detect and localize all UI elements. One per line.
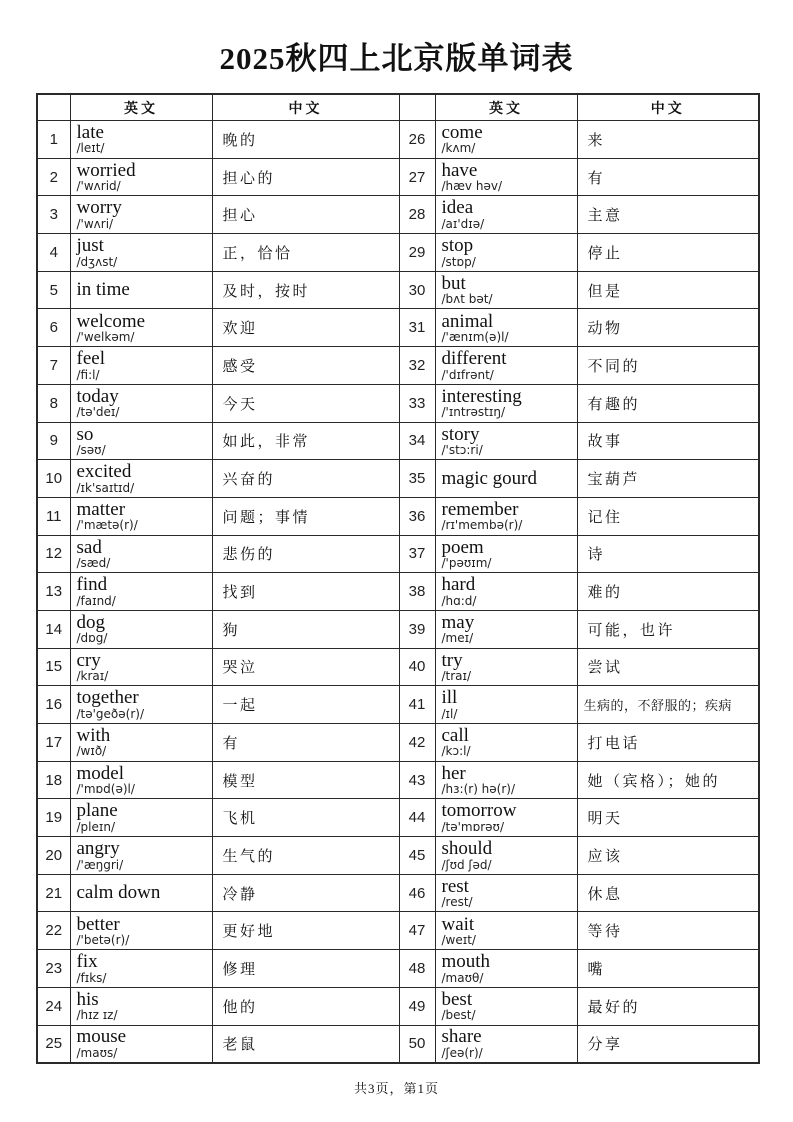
english-word: feel <box>76 348 105 370</box>
english-word: so <box>76 423 94 445</box>
english-word: magic gourd <box>441 467 538 489</box>
row-number: 32 <box>399 347 435 385</box>
header-chinese-right: 中文 <box>577 94 759 121</box>
table-row <box>37 610 759 648</box>
phonetic: /hɪz ɪz/ <box>76 1008 118 1023</box>
phonetic: /rest/ <box>441 895 473 910</box>
english-cell <box>70 837 212 875</box>
phonetic: /hɑ:d/ <box>441 593 477 608</box>
table-row <box>37 384 759 422</box>
header-chinese-left: 中文 <box>212 94 399 121</box>
phonetic: /'ɪntrəstɪŋ/ <box>441 405 505 420</box>
chinese-meaning: 兴奋的 <box>212 460 399 498</box>
chinese-meaning: 一起 <box>212 686 399 724</box>
chinese-meaning: 宝葫芦 <box>577 460 759 498</box>
phonetic: /'dɪfrənt/ <box>441 367 494 382</box>
chinese-meaning: 老鼠 <box>212 1025 399 1063</box>
table-row <box>37 196 759 234</box>
english-cell <box>70 912 212 950</box>
chinese-meaning: 她（宾格）；她的 <box>577 761 759 799</box>
phonetic: /meɪ/ <box>441 631 474 646</box>
chinese-meaning: 记住 <box>577 497 759 535</box>
english-cell <box>70 422 212 460</box>
english-word: should <box>441 838 493 860</box>
row-number: 26 <box>399 121 435 159</box>
phonetic: /ɪl/ <box>441 706 458 721</box>
english-word: mouth <box>441 951 491 973</box>
phonetic: /'wʌrid/ <box>76 179 121 194</box>
english-cell <box>435 234 577 272</box>
chinese-meaning: 明天 <box>577 799 759 837</box>
english-word: model <box>76 762 124 784</box>
phonetic: /'æŋgri/ <box>76 857 124 872</box>
table-row <box>37 422 759 460</box>
header-english-right: 英文 <box>435 94 577 121</box>
english-word: call <box>441 725 469 747</box>
row-number: 46 <box>399 874 435 912</box>
english-cell <box>435 121 577 159</box>
english-cell <box>435 648 577 686</box>
table-row <box>37 573 759 611</box>
phonetic: /'mætə(r)/ <box>76 518 138 533</box>
chinese-meaning: 等待 <box>577 912 759 950</box>
english-cell <box>435 309 577 347</box>
phonetic: /tə'deɪ/ <box>76 405 120 420</box>
row-number: 40 <box>399 648 435 686</box>
row-number: 50 <box>399 1025 435 1063</box>
page-title: 2025秋四上北京版单词表 <box>219 41 574 76</box>
phonetic: /rɪ'membə(r)/ <box>441 518 523 533</box>
phonetic: /wɪð/ <box>76 744 107 759</box>
chinese-meaning: 分享 <box>577 1025 759 1063</box>
table-row <box>37 648 759 686</box>
chinese-meaning: 冷静 <box>212 874 399 912</box>
chinese-meaning: 故事 <box>577 422 759 460</box>
chinese-meaning: 悲伤的 <box>212 535 399 573</box>
chinese-meaning: 模型 <box>212 761 399 799</box>
row-number: 29 <box>399 234 435 272</box>
english-word: tomorrow <box>441 800 517 822</box>
phonetic: /ɪk'saɪtɪd/ <box>76 480 135 495</box>
row-number: 41 <box>399 686 435 724</box>
row-number: 18 <box>37 761 70 799</box>
english-word: with <box>76 725 111 747</box>
phonetic: /sæd/ <box>76 556 111 570</box>
table-row <box>37 1025 759 1063</box>
english-word: her <box>441 762 466 784</box>
english-word: dog <box>76 612 105 633</box>
table-row <box>37 460 759 498</box>
english-word: rest <box>441 875 469 897</box>
english-word: idea <box>441 197 474 219</box>
chinese-meaning: 更好地 <box>212 912 399 950</box>
phonetic: /ʃʊd ʃəd/ <box>441 857 492 872</box>
english-word: fix <box>76 951 98 973</box>
phonetic: /maʊθ/ <box>441 970 484 985</box>
chinese-meaning: 担心 <box>212 196 399 234</box>
english-cell <box>435 610 577 648</box>
table-row <box>37 987 759 1025</box>
english-word: try <box>441 649 463 671</box>
english-cell <box>435 497 577 535</box>
english-word: worried <box>76 159 136 181</box>
row-number: 37 <box>399 535 435 573</box>
english-word: better <box>76 913 120 935</box>
chinese-meaning: 休息 <box>577 874 759 912</box>
phonetic: /'welkəm/ <box>76 329 135 344</box>
english-word: interesting <box>441 385 522 407</box>
english-cell <box>435 837 577 875</box>
phonetic: /traɪ/ <box>441 669 472 684</box>
phonetic: /'betə(r)/ <box>76 932 130 947</box>
row-number: 38 <box>399 573 435 611</box>
english-word: sad <box>76 536 102 558</box>
chinese-meaning: 应该 <box>577 837 759 875</box>
phonetic: /'pəʊɪm/ <box>441 556 492 570</box>
english-word: matter <box>76 498 126 520</box>
phonetic: /dʒʌst/ <box>76 254 118 269</box>
english-cell <box>435 158 577 196</box>
english-word: cry <box>76 649 101 671</box>
english-cell <box>70 196 212 234</box>
english-cell <box>70 573 212 611</box>
english-cell <box>70 309 212 347</box>
row-number: 11 <box>37 497 70 535</box>
english-word: ill <box>441 687 458 709</box>
english-cell <box>70 347 212 385</box>
row-number: 43 <box>399 761 435 799</box>
english-cell <box>435 573 577 611</box>
row-number: 7 <box>37 347 70 385</box>
english-cell <box>70 686 212 724</box>
phonetic: /maʊs/ <box>76 1045 118 1060</box>
english-word: calm down <box>76 882 161 904</box>
english-cell <box>70 950 212 988</box>
english-cell <box>435 799 577 837</box>
table-row <box>37 837 759 875</box>
english-cell <box>70 799 212 837</box>
chinese-meaning: 狗 <box>212 610 399 648</box>
chinese-meaning: 主意 <box>577 196 759 234</box>
english-word: stop <box>441 235 474 257</box>
english-word: angry <box>76 838 120 860</box>
english-cell <box>435 912 577 950</box>
row-number: 14 <box>37 610 70 648</box>
row-number: 21 <box>37 874 70 912</box>
chinese-meaning: 不同的 <box>577 347 759 385</box>
header-row <box>37 94 759 121</box>
row-number: 27 <box>399 158 435 196</box>
row-number: 45 <box>399 837 435 875</box>
phonetic: /aɪ'dɪə/ <box>441 216 485 231</box>
table-row <box>37 234 759 272</box>
table-row <box>37 686 759 724</box>
english-word: welcome <box>76 310 146 332</box>
row-number: 6 <box>37 309 70 347</box>
english-word: late <box>76 122 104 144</box>
phonetic: /fi:l/ <box>76 367 100 382</box>
row-number: 48 <box>399 950 435 988</box>
chinese-meaning: 感受 <box>212 347 399 385</box>
chinese-meaning: 动物 <box>577 309 759 347</box>
phonetic: /dɒg/ <box>76 631 108 646</box>
english-word: plane <box>76 800 118 822</box>
table-row <box>37 347 759 385</box>
phonetic: /leɪt/ <box>76 141 105 156</box>
row-number: 8 <box>37 384 70 422</box>
chinese-meaning: 有趣的 <box>577 384 759 422</box>
row-number: 47 <box>399 912 435 950</box>
row-number: 2 <box>37 158 70 196</box>
english-cell <box>70 874 212 912</box>
row-number: 31 <box>399 309 435 347</box>
english-cell <box>435 347 577 385</box>
chinese-meaning: 打电话 <box>577 724 759 762</box>
english-word: come <box>441 122 483 144</box>
table-row <box>37 271 759 309</box>
chinese-meaning: 问题；事情 <box>212 497 399 535</box>
phonetic: /ʃeə(r)/ <box>441 1045 483 1060</box>
chinese-meaning: 最好的 <box>577 987 759 1025</box>
chinese-meaning: 难的 <box>577 573 759 611</box>
english-cell <box>435 761 577 799</box>
english-word: wait <box>441 913 475 935</box>
table-row <box>37 950 759 988</box>
row-number: 49 <box>399 987 435 1025</box>
english-word: excited <box>76 461 132 483</box>
chinese-meaning: 生病的，不舒服的；疾病 <box>577 686 759 724</box>
row-number: 42 <box>399 724 435 762</box>
chinese-meaning: 晚的 <box>212 121 399 159</box>
english-word: remember <box>441 498 519 520</box>
corner-cell-right <box>399 94 435 121</box>
row-number: 23 <box>37 950 70 988</box>
english-cell <box>435 460 577 498</box>
english-cell <box>70 648 212 686</box>
table-row <box>37 497 759 535</box>
english-word: but <box>441 272 466 294</box>
row-number: 15 <box>37 648 70 686</box>
phonetic: /kʌm/ <box>441 141 476 156</box>
row-number: 4 <box>37 234 70 272</box>
phonetic: /pleɪn/ <box>76 819 115 834</box>
table-row <box>37 724 759 762</box>
row-number: 24 <box>37 987 70 1025</box>
english-cell <box>435 535 577 573</box>
english-cell <box>70 234 212 272</box>
phonetic: /stɒp/ <box>441 254 476 269</box>
english-word: best <box>441 988 473 1010</box>
table-row <box>37 158 759 196</box>
row-number: 17 <box>37 724 70 762</box>
page-footer: 共3页，第1页 <box>353 1081 439 1096</box>
row-number: 10 <box>37 460 70 498</box>
row-number: 9 <box>37 422 70 460</box>
table-row <box>37 799 759 837</box>
english-word: his <box>76 988 99 1010</box>
english-cell <box>70 384 212 422</box>
english-word: poem <box>441 536 484 558</box>
english-cell <box>70 987 212 1025</box>
english-cell <box>70 460 212 498</box>
header-english-left: 英文 <box>70 94 212 121</box>
phonetic: /hæv həv/ <box>441 179 502 194</box>
english-cell <box>70 610 212 648</box>
english-cell <box>70 497 212 535</box>
row-number: 35 <box>399 460 435 498</box>
english-cell <box>435 686 577 724</box>
chinese-meaning: 来 <box>577 121 759 159</box>
row-number: 20 <box>37 837 70 875</box>
vocab-table-body <box>37 121 759 1063</box>
chinese-meaning: 哭泣 <box>212 648 399 686</box>
row-number: 28 <box>399 196 435 234</box>
phonetic: /best/ <box>441 1008 476 1023</box>
chinese-meaning: 尝试 <box>577 648 759 686</box>
chinese-meaning: 有 <box>577 158 759 196</box>
chinese-meaning: 嘴 <box>577 950 759 988</box>
english-cell <box>435 422 577 460</box>
table-row <box>37 874 759 912</box>
english-cell <box>435 987 577 1025</box>
phonetic: /weɪt/ <box>441 932 476 947</box>
phonetic: /tə'geðə(r)/ <box>76 706 144 721</box>
vocab-table <box>36 93 760 1064</box>
row-number: 30 <box>399 271 435 309</box>
english-cell <box>70 1025 212 1063</box>
phonetic: /'stɔ:ri/ <box>441 442 483 457</box>
row-number: 1 <box>37 121 70 159</box>
chinese-meaning: 正，恰恰 <box>212 234 399 272</box>
row-number: 19 <box>37 799 70 837</box>
chinese-meaning: 今天 <box>212 384 399 422</box>
row-number: 34 <box>399 422 435 460</box>
chinese-meaning: 但是 <box>577 271 759 309</box>
english-word: just <box>76 235 104 257</box>
table-row <box>37 309 759 347</box>
table-row <box>37 535 759 573</box>
chinese-meaning: 修理 <box>212 950 399 988</box>
phonetic: /'ænɪm(ə)l/ <box>441 329 509 344</box>
chinese-meaning: 他的 <box>212 987 399 1025</box>
english-word: in time <box>76 279 130 301</box>
english-word: hard <box>441 574 476 596</box>
english-cell <box>435 950 577 988</box>
english-word: share <box>441 1026 482 1048</box>
chinese-meaning: 如此，非常 <box>212 422 399 460</box>
phonetic: /'wʌri/ <box>76 216 114 231</box>
english-cell <box>70 535 212 573</box>
phonetic: /'mɒd(ə)l/ <box>76 782 135 797</box>
row-number: 16 <box>37 686 70 724</box>
phonetic: /kraɪ/ <box>76 669 109 684</box>
english-word: may <box>441 612 475 633</box>
english-word: different <box>441 348 507 370</box>
english-cell <box>70 121 212 159</box>
row-number: 3 <box>37 196 70 234</box>
phonetic: /hɜ:(r) hə(r)/ <box>441 782 516 797</box>
row-number: 12 <box>37 535 70 573</box>
english-cell <box>435 724 577 762</box>
english-word: mouse <box>76 1026 127 1048</box>
row-number: 33 <box>399 384 435 422</box>
table-row <box>37 121 759 159</box>
english-cell <box>435 384 577 422</box>
chinese-meaning: 停止 <box>577 234 759 272</box>
chinese-meaning: 有 <box>212 724 399 762</box>
row-number: 36 <box>399 497 435 535</box>
chinese-meaning: 飞机 <box>212 799 399 837</box>
english-cell <box>70 724 212 762</box>
english-cell <box>70 761 212 799</box>
row-number: 44 <box>399 799 435 837</box>
table-row <box>37 912 759 950</box>
row-number: 5 <box>37 271 70 309</box>
english-word: worry <box>76 197 122 219</box>
chinese-meaning: 欢迎 <box>212 309 399 347</box>
english-word: have <box>441 159 478 181</box>
english-cell <box>435 874 577 912</box>
chinese-meaning: 可能，也许 <box>577 610 759 648</box>
chinese-meaning: 找到 <box>212 573 399 611</box>
english-cell <box>435 1025 577 1063</box>
chinese-meaning: 诗 <box>577 535 759 573</box>
english-word: story <box>441 423 480 445</box>
english-cell <box>435 196 577 234</box>
row-number: 25 <box>37 1025 70 1063</box>
chinese-meaning: 生气的 <box>212 837 399 875</box>
table-row <box>37 761 759 799</box>
row-number: 22 <box>37 912 70 950</box>
english-word: animal <box>441 310 494 332</box>
english-word: together <box>76 687 139 709</box>
corner-cell-left <box>37 94 70 121</box>
phonetic: /bʌt bət/ <box>441 292 493 307</box>
phonetic: /faɪnd/ <box>76 593 116 608</box>
english-cell <box>435 271 577 309</box>
phonetic: /tə'mɒrəʊ/ <box>441 819 505 834</box>
english-word: find <box>76 574 108 596</box>
english-cell <box>70 158 212 196</box>
phonetic: /kɔ:l/ <box>441 744 471 759</box>
phonetic: /fɪks/ <box>76 970 107 985</box>
phonetic: /səʊ/ <box>76 442 106 457</box>
english-word: today <box>76 385 119 407</box>
english-cell <box>70 271 212 309</box>
row-number: 13 <box>37 573 70 611</box>
chinese-meaning: 及时，按时 <box>212 271 399 309</box>
chinese-meaning: 担心的 <box>212 158 399 196</box>
row-number: 39 <box>399 610 435 648</box>
